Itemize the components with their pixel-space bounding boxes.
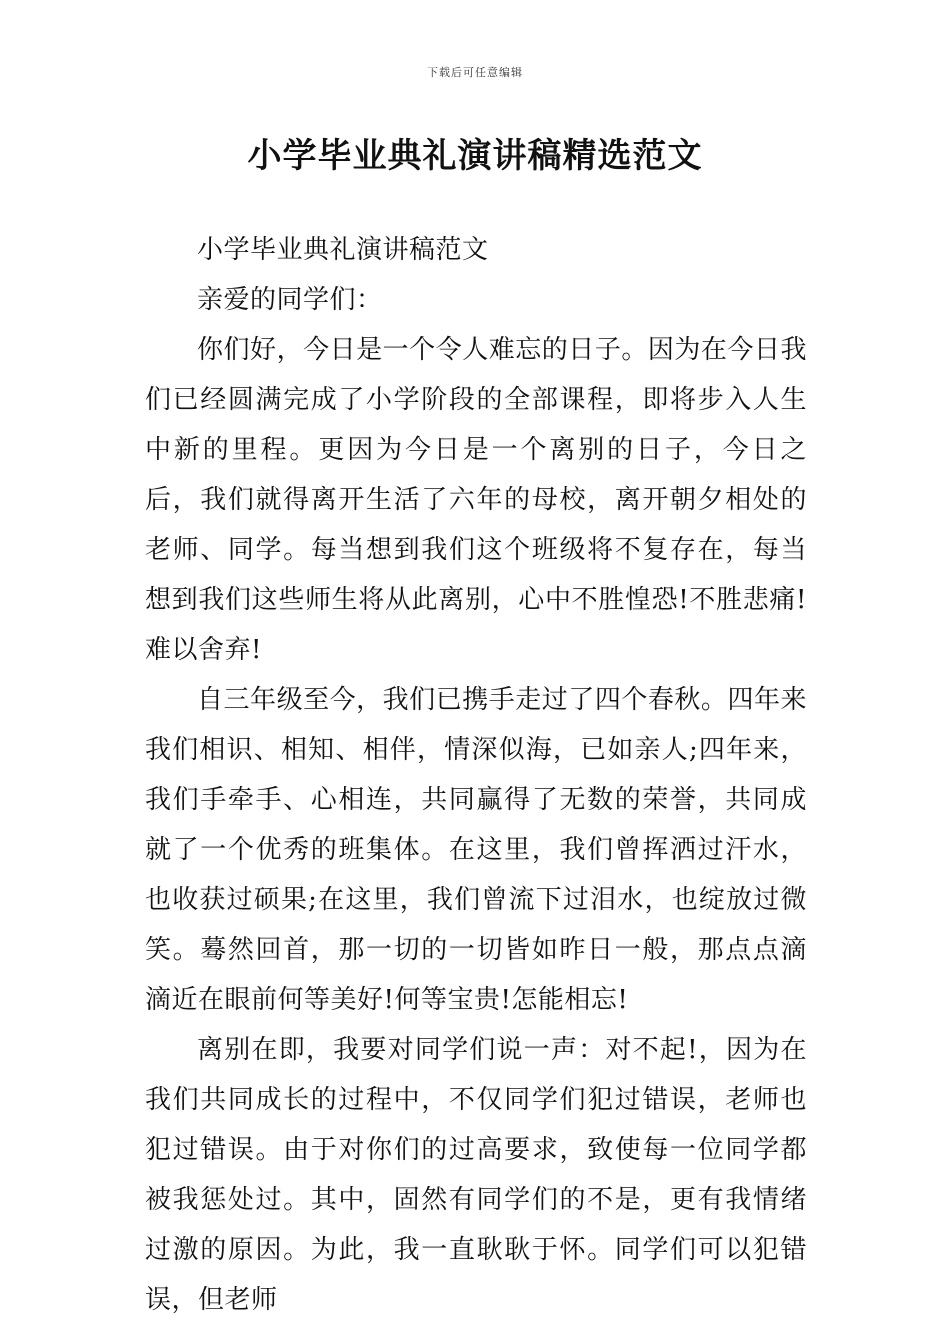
paragraph: 你们好，今日是一个令人难忘的日子。因为在今日我们已经圆满完成了小学阶段的全部课程，即将步入人生中新的里程。更因为今日是一个离别的日子，今日之后，我们就得离开生活了六年的母校，离开朝夕相处的老师、同学。每当想到我们这个班级将不复存在，每当想到我们这些师生将从此离别，心中不胜惶恐!不胜悲痛!难以舍弃! [145,335,807,665]
paragraph: 离别在即，我要对同学们说一声：对不起!，因为在我们共同成长的过程中，不仅同学们犯过错误，老师也犯过错误。由于对你们的过高要求，致使每一位同学都被我惩处过。其中，固然有同学们的不是，更有我情绪过激的原因。为此，我一直耿耿于怀。同学们可以犯错误，但老师 [145,1035,807,1315]
paragraph: 自三年级至今，我们已携手走过了四个春秋。四年来我们相识、相知、相伴，情深似海，已如亲人;四年来，我们手牵手、心相连，共同赢得了无数的荣誉，共同成就了一个优秀的班集体。在这里，我们曾挥洒过汗水，也收获过硕果;在这里，我们曾流下过泪水，也绽放过微笑。蓦然回首，那一切的一切皆如昨日一般，那点点滴滴近在眼前何等美好!何等宝贵!怎能相忘! [145,685,807,1015]
paragraph-subtitle: 小学毕业典礼演讲稿范文 [197,235,489,265]
document-body [145,225,807,1325]
document-title: 小学毕业典礼演讲稿精选范文 [247,136,703,176]
paragraph-salutation: 亲爱的同学们： [197,285,383,315]
header-note: 下载后可任意编辑 [427,66,523,79]
